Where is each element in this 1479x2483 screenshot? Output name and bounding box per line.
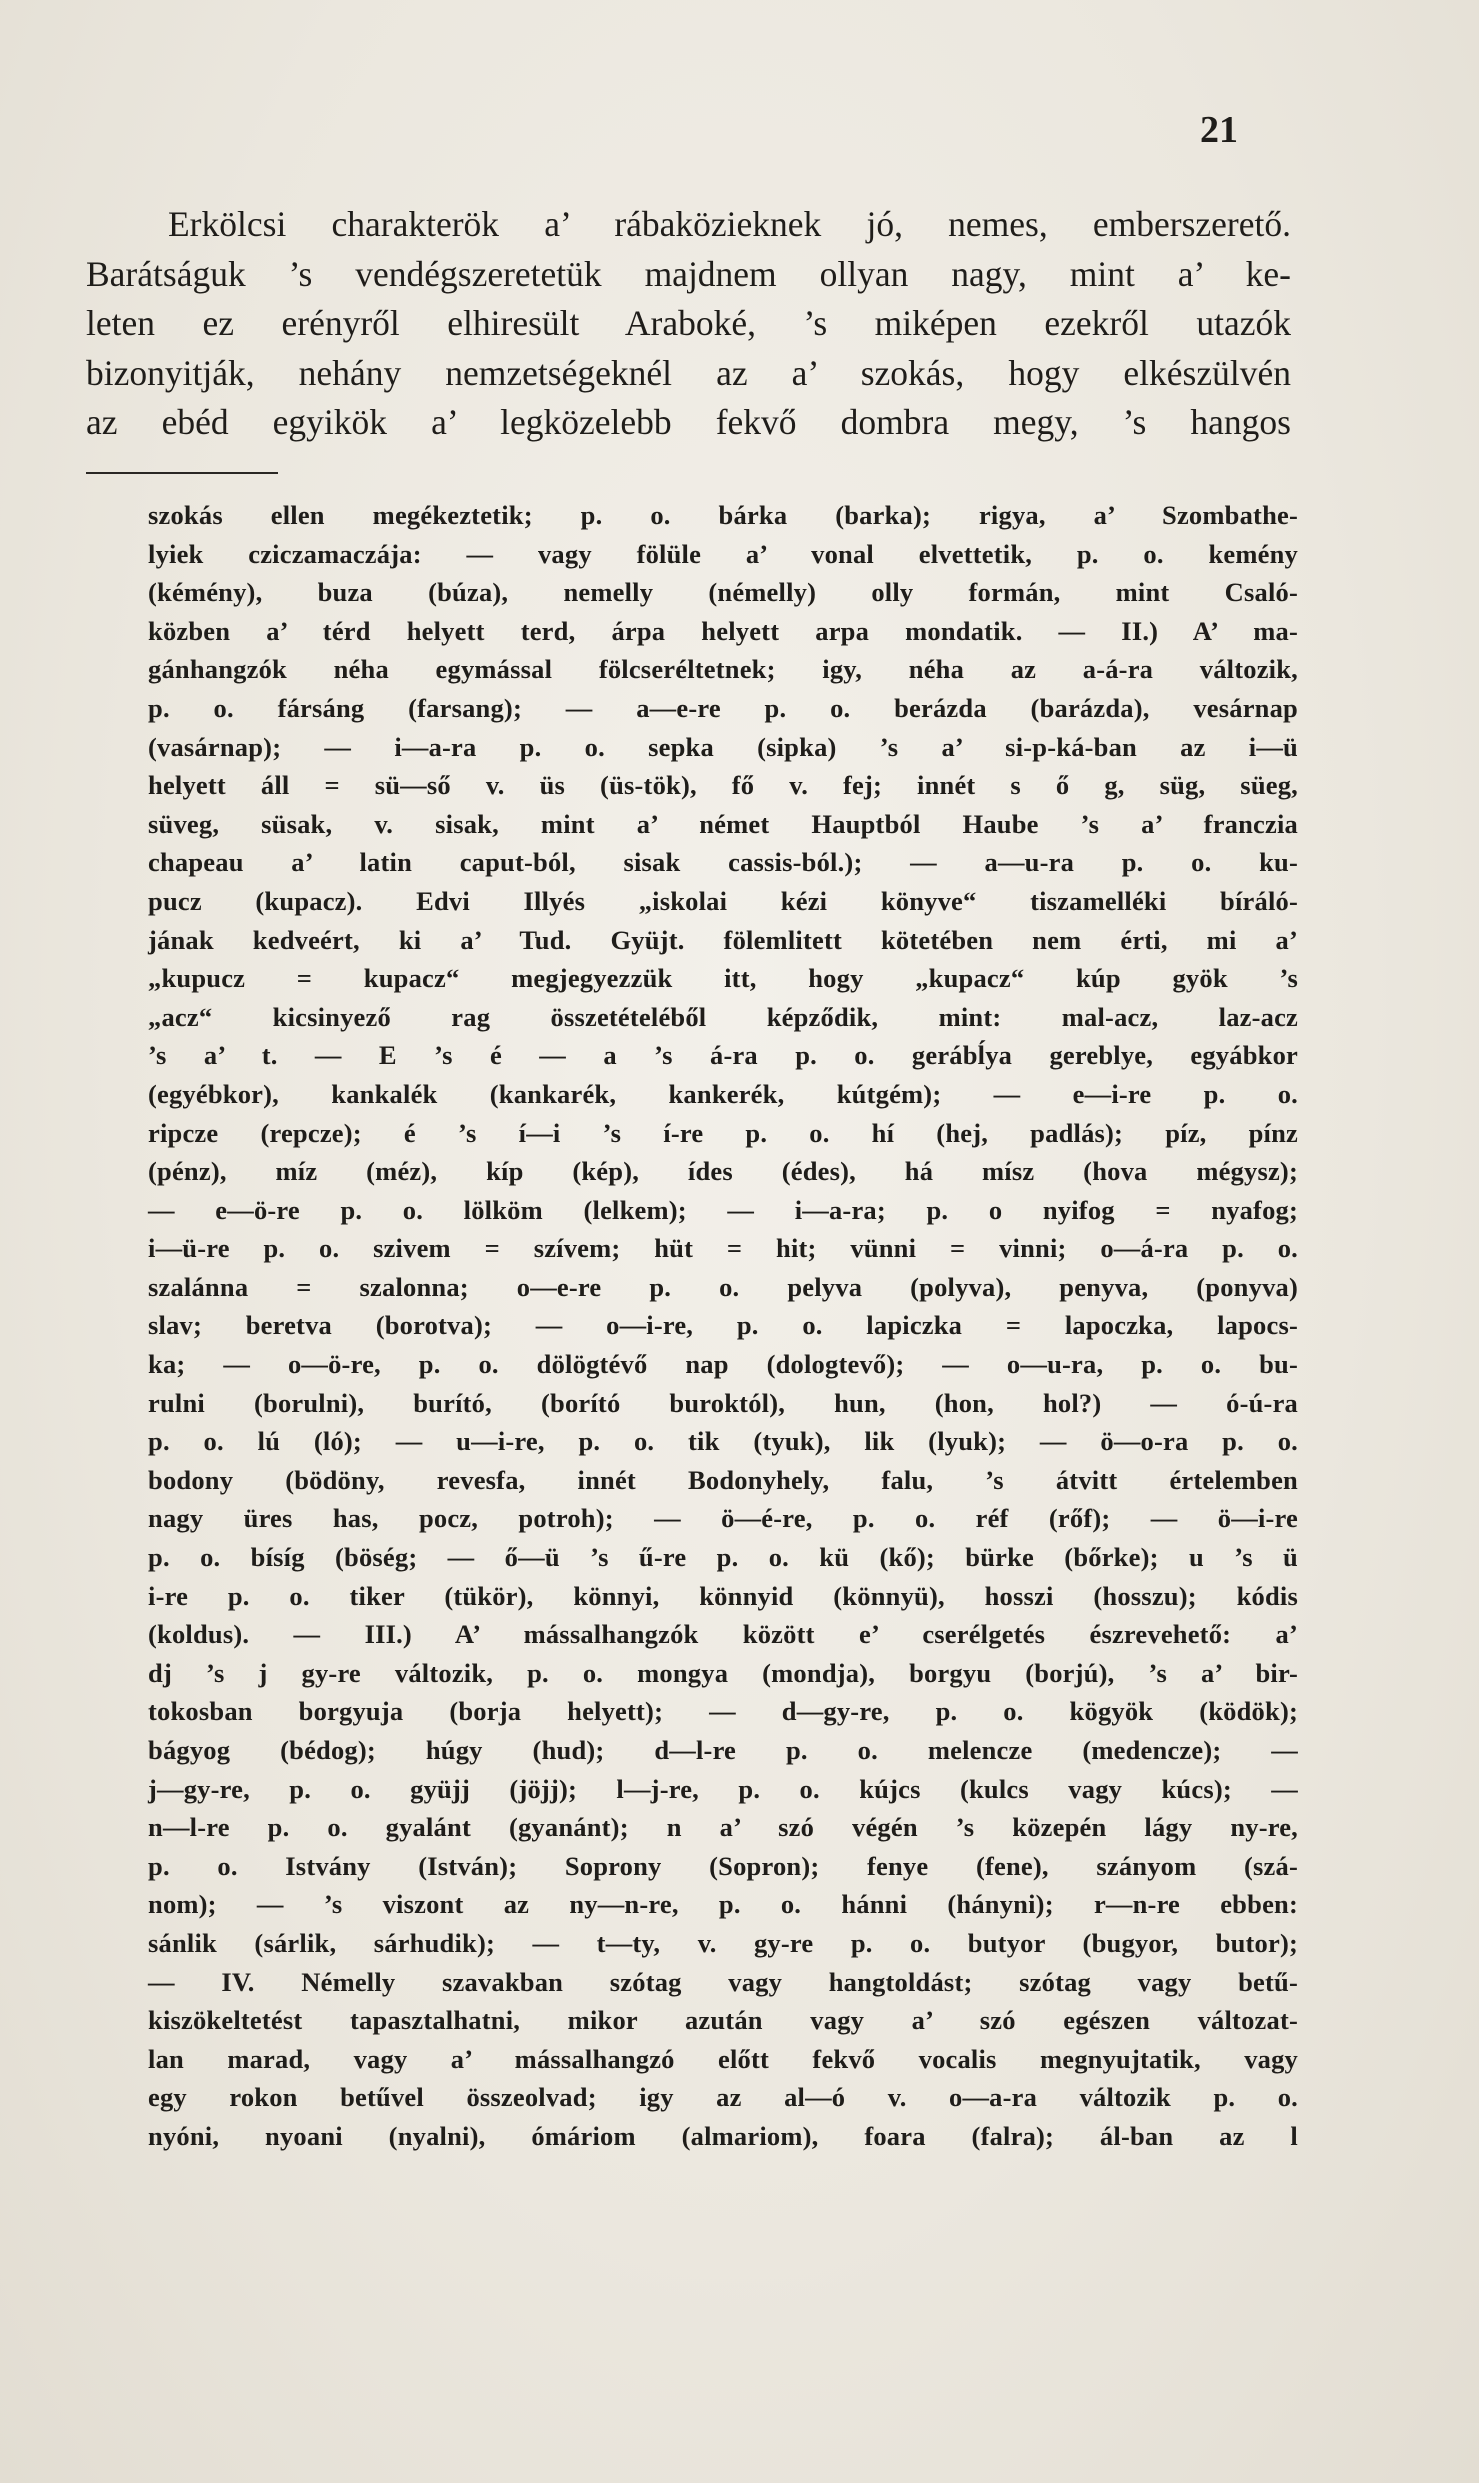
footnote-line: p. o. Istvány (István); Soprony (Sopron); fenye (fene), szányom (szá-	[148, 1850, 1298, 1881]
footnote-line: (koldus). — III.) A’ mássalhangzók között e’ cserélgetés észrevehető: a’	[148, 1619, 1298, 1650]
footnote-line: p. o. lú (ló); — u—i-re, p. o. tik (tyuk), lik (lyuk); — ö—o-ra p. o.	[148, 1426, 1298, 1457]
footnote-line: nyóni, nyoani (nyalni), ómáriom (almariom), foara (falra); ál-ban az l	[148, 2120, 1298, 2151]
footnote-line: — e—ö-re p. o. lölköm (lelkem); — i—a-ra; p. o nyifog = nyafog;	[148, 1194, 1298, 1225]
footnote-line: (kémény), buza (búza), nemelly (némelly) olly formán, mint Csaló-	[148, 577, 1298, 608]
footnote	[148, 496, 1298, 2156]
footnote-line: nagy üres has, pocz, potroh); — ö—é-re, p. o. réf (rőf); — ö—i-re	[148, 1503, 1298, 1534]
main-text-line: Erkölcsi charakterök a’ rábaközieknek jó, nemes, emberszerető.	[168, 204, 1291, 244]
footnote-line: rulni (borulni), burító, (borító buroktól), hun, (hon, hol?) — ó-ú-ra	[148, 1387, 1298, 1418]
footnote-line: (pénz), míz (méz), kíp (kép), ídes (édes), há mísz (hova mégysz);	[148, 1156, 1298, 1187]
footnote-line: gánhangzók néha egymással fölcseréltetnek; igy, néha az a-á-ra változik,	[148, 654, 1298, 685]
main-text	[86, 200, 1291, 448]
footnote-line: ’s a’ t. — E ’s é — a ’s á-ra p. o. gerábĺya gereblye, egyábkor	[148, 1040, 1298, 1071]
footnote-line: dj ’s j gy-re változik, p. o. mongya (mondja), borgyu (borjú), ’s a’ bir-	[148, 1657, 1298, 1688]
footnote-line: helyett áll = sü—ső v. üs (üs-tök), fő v. fej; innét s ő g, süg, süeg,	[148, 770, 1298, 801]
footnote-line: szalánna = szalonna; o—e-re p. o. pelyva (polyva), penyva, (ponyva)	[148, 1271, 1298, 1302]
footnote-line: jának kedveért, ki a’ Tud. Gyüjt. fölemlitett kötetében nem érti, mi a’	[148, 924, 1298, 955]
main-text-line: Barátságuk ’s vendégszeretetük majdnem ollyan nagy, mint a’ ke-	[86, 253, 1291, 294]
footnote-line: nom); — ’s viszont az ny—n-re, p. o. hánni (hányni); r—n-re ebben:	[148, 1889, 1298, 1920]
footnote-line: i-re p. o. tiker (tükör), könnyi, könnyid (könnyü), hosszi (hosszu); kódis	[148, 1580, 1298, 1611]
footnote-line: i—ü-re p. o. szivem = szívem; hüt = hit; vünni = vinni; o—á-ra p. o.	[148, 1233, 1298, 1264]
footnote-line: tokosban borgyuja (borja helyett); — d—gy-re, p. o. kögyök (ködök);	[148, 1696, 1298, 1727]
page-number: 21	[1200, 109, 1238, 151]
footnote-line: ripcze (repcze); é ’s í—i ’s í-re p. o. hí (hej, padlás); píz, pínz	[148, 1117, 1298, 1148]
footnote-line: ka; — o—ö-re, p. o. dölögtévő nap (dologtevő); — o—u-ra, p. o. bu-	[148, 1349, 1298, 1380]
main-text-line: leten ez erényről elhiresült Araboké, ’s miképen ezekről utazók	[86, 303, 1291, 343]
footnote-line: (egyébkor), kankalék (kankarék, kankerék, kútgém); — e—i-re p. o.	[148, 1078, 1298, 1109]
footnote-line: egy rokon betűvel összeolvad; igy az al—ó v. o—a-ra változik p. o.	[148, 2082, 1298, 2113]
footnote-line: slav; beretva (borotva); — o—i-re, p. o. lapiczka = lapoczka, lapocs-	[148, 1310, 1298, 1341]
footnote-line: n—l-re p. o. gyalánt (gyanánt); n a’ szó végén ’s közepén lágy ny-re,	[148, 1812, 1298, 1843]
footnote-line: bodony (bödöny, revesfa, innét Bodonyhely, falu, ’s átvitt értelemben	[148, 1464, 1298, 1495]
footnote-line: bágyog (bédog); húgy (hud); d—l-re p. o. melencze (medencze); —	[148, 1735, 1298, 1765]
footnote-line: pucz (kupacz). Edvi Illyés „iskolai kézi könyve“ tiszamelléki bíráló-	[148, 885, 1298, 916]
footnote-line: p. o. fársáng (farsang); — a—e-re p. o. berázda (barázda), vesárnap	[148, 692, 1298, 723]
main-text-line: bizonyitják, nehány nemzetségeknél az a’ szokás, hogy elkészülvén	[86, 352, 1291, 393]
footnote-line: lan marad, vagy a’ mássalhangzó előtt fekvő vocalis megnyujtatik, vagy	[148, 2043, 1298, 2074]
footnote-line: sánlik (sárlik, sárhudik); — t—ty, v. gy-re p. o. butyor (bugyor, butor);	[148, 1927, 1298, 1958]
footnote-separator	[86, 472, 278, 474]
footnote-line: süveg, süsak, v. sisak, mint a’ német Hauptból Haube ’s a’ franczia	[148, 808, 1298, 839]
footnote-line: j—gy-re, p. o. gyüjj (jöjj); l—j-re, p. o. kújcs (kulcs vagy kúcs); —	[148, 1773, 1298, 1804]
main-text-line: az ebéd egyikök a’ legközelebb fekvő dombra megy, ’s hangos	[86, 402, 1291, 442]
footnote-line: — IV. Némelly szavakban szótag vagy hangtoldást; szótag vagy betű-	[148, 1966, 1298, 1997]
footnote-line: kiszökeltetést tapasztalhatni, mikor azután vagy a’ szó egészen változat-	[148, 2005, 1298, 2036]
footnote-line: közben a’ térd helyett terd, árpa helyett arpa mondatik. — II.) A’ ma-	[148, 615, 1298, 646]
footnote-line: szokás ellen megékeztetik; p. o. bárka (barka); rigya, a’ Szombathe-	[148, 500, 1298, 530]
footnote-line: „acz“ kicsinyező rag összetételéből képződik, mint: mal-acz, laz-acz	[148, 1001, 1298, 1032]
footnote-line: „kupucz = kupacz“ megjegyezzük itt, hogy „kupacz“ kúp gyök ’s	[148, 963, 1298, 994]
footnote-line: p. o. bísíg (böség; — ő—ü ’s ű-re p. o. kü (kő); bürke (bőrke); u ’s ü	[148, 1542, 1298, 1573]
footnote-line: (vasárnap); — i—a-ra p. o. sepka (sipka) ’s a’ si-p-ká-ban az i—ü	[148, 731, 1298, 762]
footnote-line: chapeau a’ latin caput-ból, sisak cassis-ból.); — a—u-ra p. o. ku-	[148, 847, 1298, 878]
footnote-line: lyiek cziczamaczája: — vagy fölüle a’ vonal elvettetik, p. o. kemény	[148, 538, 1298, 569]
